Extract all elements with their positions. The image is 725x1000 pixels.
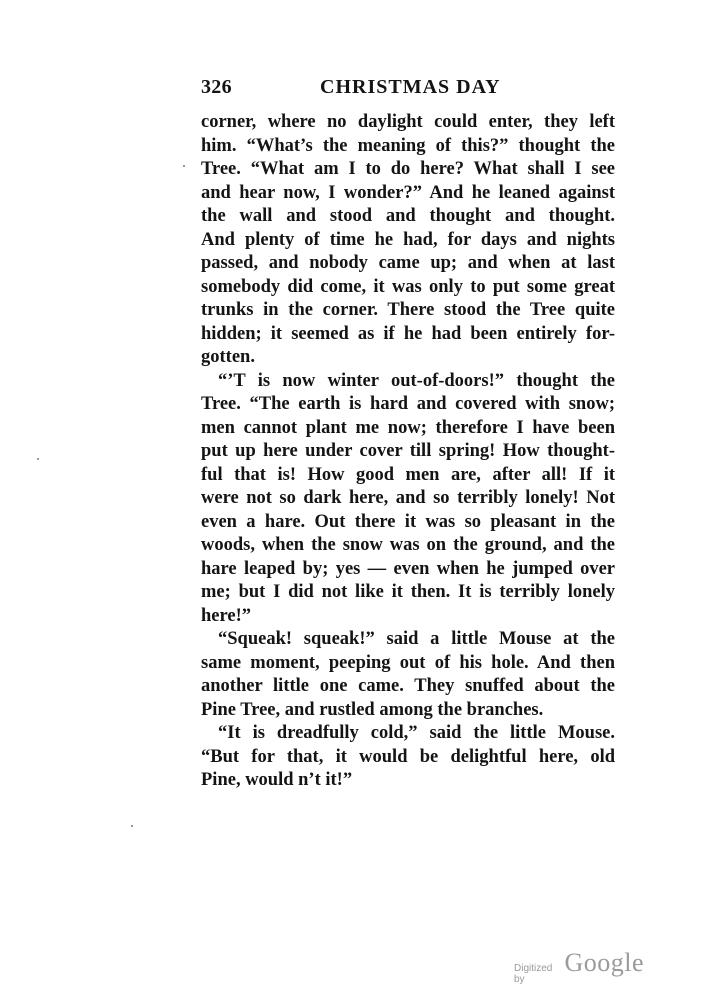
- page-header: [201, 76, 615, 106]
- text-line: “’T is now winter out-of-doors!” thought the: [218, 370, 615, 391]
- text-line: were not so dark here, and so terribly lonely! Not: [201, 488, 615, 508]
- text-line: “It is dreadfully cold,” said the little Mouse.: [218, 723, 615, 743]
- text-line: same moment, peeping out of his hole. And then: [201, 652, 615, 673]
- watermark-brand-logo: Google: [564, 948, 644, 977]
- text-line: Tree. “What am I to do here? What shall I see: [201, 159, 615, 179]
- text-line: And plenty of time he had, for days and nights: [201, 229, 615, 250]
- text-line: the wall and stood and thought and thought.: [201, 206, 615, 226]
- text-line: hare leaped by; yes — even when he jumped over: [201, 558, 615, 579]
- running-title: CHRISTMAS DAY: [320, 76, 501, 98]
- text-line: corner, where no daylight could enter, they left: [201, 112, 615, 132]
- text-line: men cannot plant me now; therefore I have been: [201, 417, 615, 438]
- scan-speck: [131, 825, 133, 827]
- scan-speck: [37, 458, 39, 460]
- text-line: me; but I did not like it then. It is terribly lonely: [201, 582, 615, 602]
- text-line: somebody did come, it was only to put some great: [201, 276, 615, 297]
- text-line: Pine, would n’t it!”: [201, 770, 353, 790]
- digitized-watermark: [514, 948, 644, 985]
- text-line: Tree. “The earth is hard and covered with snow;: [201, 394, 615, 414]
- text-line: “But for that, it would be delightful here, old: [201, 746, 615, 767]
- text-line: here!”: [201, 605, 251, 626]
- text-line: put up here under cover till spring! How thought-: [201, 441, 615, 461]
- page-number: 326: [201, 76, 232, 98]
- text-line: him. “What’s the meaning of this?” thought the: [201, 135, 615, 156]
- text-line: passed, and nobody came up; and when at last: [201, 253, 615, 273]
- body-text: [201, 111, 615, 793]
- text-line: gotten.: [201, 347, 255, 367]
- text-line: hidden; it seemed as if he had been entirely for-: [201, 323, 615, 344]
- text-line: woods, when the snow was on the ground, and the: [201, 535, 615, 555]
- text-line: Pine Tree, and rustled among the branches.: [201, 699, 544, 720]
- text-line: and hear now, I wonder?” And he leaned against: [201, 182, 615, 203]
- scan-speck: [183, 165, 185, 167]
- text-line: even a hare. Out there it was so pleasant in the: [201, 511, 615, 532]
- watermark-prefix: Digitized by: [514, 963, 553, 985]
- text-line: ful that is! How good men are, after all! If it: [201, 464, 615, 485]
- text-line: another little one came. They snuffed about the: [201, 676, 615, 696]
- text-line: “Squeak! squeak!” said a little Mouse at the: [218, 629, 615, 649]
- text-line: trunks in the corner. There stood the Tree quite: [201, 300, 615, 320]
